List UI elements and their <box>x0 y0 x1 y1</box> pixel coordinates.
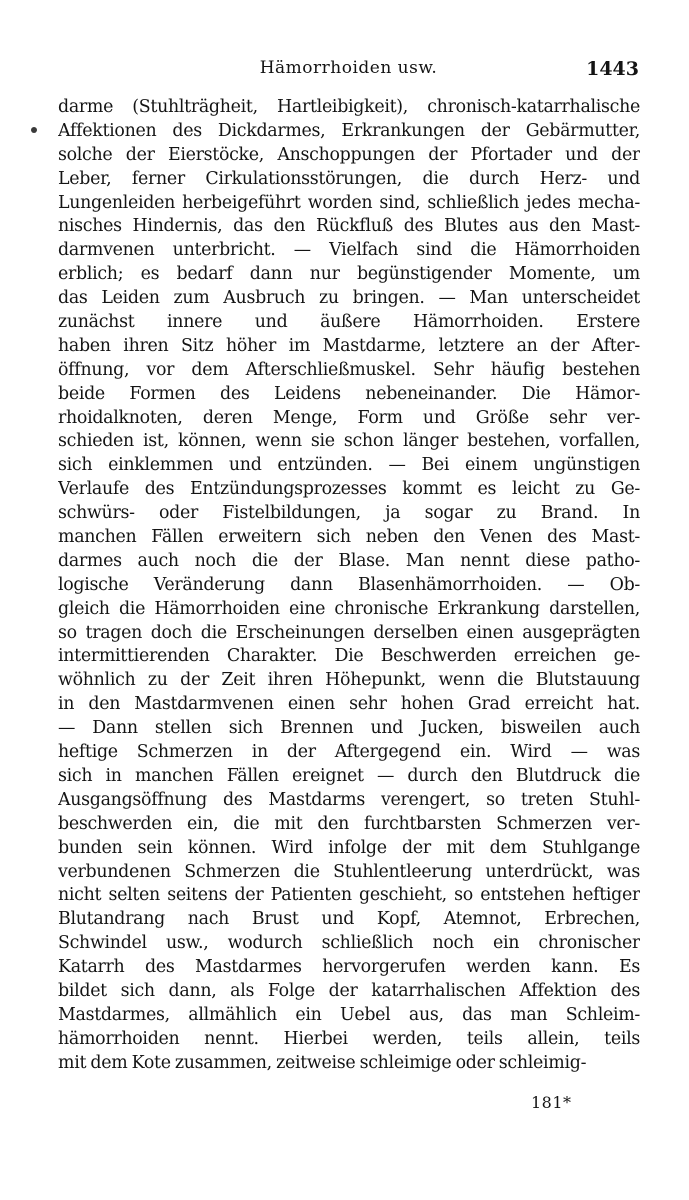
text-line: haben ihren Sitz höher im Mastdarme, letztere an der After- <box>58 335 640 356</box>
running-head <box>58 58 639 88</box>
text-line: verbundenen Schmerzen die Stuhlentleerung unterdrückt, was <box>58 861 640 882</box>
text-line: Schwindel usw., wodurch schließlich noch ein chronischer <box>58 933 640 954</box>
text-line: nisches Hindernis, das den Rückfluß des Blutes aus den Mast- <box>58 216 640 237</box>
text-line: darme (Stuhlträgheit, Hartleibigkeit), chronisch-katarrhalische <box>58 97 640 117</box>
text-line: in den Mastdarmvenen einen sehr hohen Grad erreicht hat. <box>58 694 640 715</box>
text-line: zunächst innere und äußere Hämorrhoiden. Erstere <box>58 312 640 333</box>
text-line: Lungenleiden herbeigeführt worden sind, schließlich jedes mecha- <box>58 192 640 213</box>
text-line: Katarrh des Mastdarmes hervorgerufen werden kann. Es <box>58 957 640 978</box>
page-number: 1443 <box>586 58 639 80</box>
text-line: erblich; es bedarf dann nur begünstigender Momente, um <box>58 264 640 285</box>
margin-mark <box>31 127 37 133</box>
text-line: heftige Schmerzen in der Aftergegend ein. Wird — was <box>58 742 640 763</box>
text-line: darmes auch noch die der Blase. Man nennt diese patho- <box>58 550 640 571</box>
text-line: wöhnlich zu der Zeit ihren Höhepunkt, wenn die Blutstauung <box>58 670 640 691</box>
text-line: schieden ist, können, wenn sie schon länger bestehen, vorfallen, <box>58 431 640 452</box>
text-line: gleich die Hämorrhoiden eine chronische Erkrankung darstellen, <box>58 598 640 619</box>
text-line: darmvenen unterbricht. — Vielfach sind die Hämorrhoiden <box>58 240 640 261</box>
text-line: Verlaufe des Entzündungsprozesses kommt es leicht zu Ge- <box>58 479 640 500</box>
text-line: manchen Fällen erweitern sich neben den Venen des Mast- <box>58 527 640 548</box>
text-line: Affektionen des Dickdarmes, Erkrankungen der Gebärmutter, <box>58 120 640 141</box>
text-line: Leber, ferner Cirkulationsstörungen, die durch Herz- und <box>58 168 640 189</box>
text-line: beschwerden ein, die mit den furchtbarsten Schmerzen ver- <box>58 813 640 834</box>
text-line: sich in manchen Fällen ereignet — durch den Blutdruck die <box>58 765 640 786</box>
text-line: beide Formen des Leidens nebeneinander. Die Hämor- <box>58 383 640 404</box>
text-line: Blutandrang nach Brust und Kopf, Atemnot, Erbrechen, <box>58 909 640 930</box>
text-line: intermittierenden Charakter. Die Beschwerden erreichen ge- <box>58 646 640 667</box>
text-line: öffnung, vor dem Afterschließmuskel. Sehr häufig bestehen <box>58 359 640 380</box>
signature-mark: 181* <box>531 1093 572 1112</box>
text-line: logische Veränderung dann Blasenhämorrhoiden. — Ob- <box>58 574 640 595</box>
text-line: bunden sein können. Wird infolge der mit dem Stuhlgange <box>58 837 640 858</box>
text-line: nicht selten seitens der Patienten geschieht, so entstehen heftiger <box>58 885 640 906</box>
text-line: sich einklemmen und entzünden. — Bei einem ungünstigen <box>58 455 640 476</box>
body-text <box>58 96 640 1076</box>
text-line: rhoidalknoten, deren Menge, Form und Größe sehr ver- <box>58 407 640 428</box>
text-line: Ausgangsöffnung des Mastdarms verengert, so treten Stuhl- <box>58 789 640 810</box>
text-line: Mastdarmes, allmählich ein Uebel aus, das man Schleim- <box>58 1004 640 1025</box>
text-line: — Dann stellen sich Brennen und Jucken, bisweilen auch <box>58 718 640 739</box>
running-title: Hämorrhoiden usw. <box>259 58 438 78</box>
text-line: hämorrhoiden nennt. Hierbei werden, teils allein, teils <box>58 1028 640 1049</box>
text-line: so tragen doch die Erscheinungen derselben einen ausgeprägten <box>58 622 640 643</box>
text-line: mit dem Kote zusammen, zeitweise schleimige oder schleimig- <box>58 1052 587 1073</box>
text-line: das Leiden zum Ausbruch zu bringen. — Man unterscheidet <box>58 288 640 309</box>
text-line: solche der Eierstöcke, Anschoppungen der Pfortader und der <box>58 144 640 165</box>
text-line: schwürs- oder Fistelbildungen, ja sogar zu Brand. In <box>58 503 640 524</box>
text-line: bildet sich dann, als Folge der katarrhalischen Affektion des <box>58 980 640 1001</box>
